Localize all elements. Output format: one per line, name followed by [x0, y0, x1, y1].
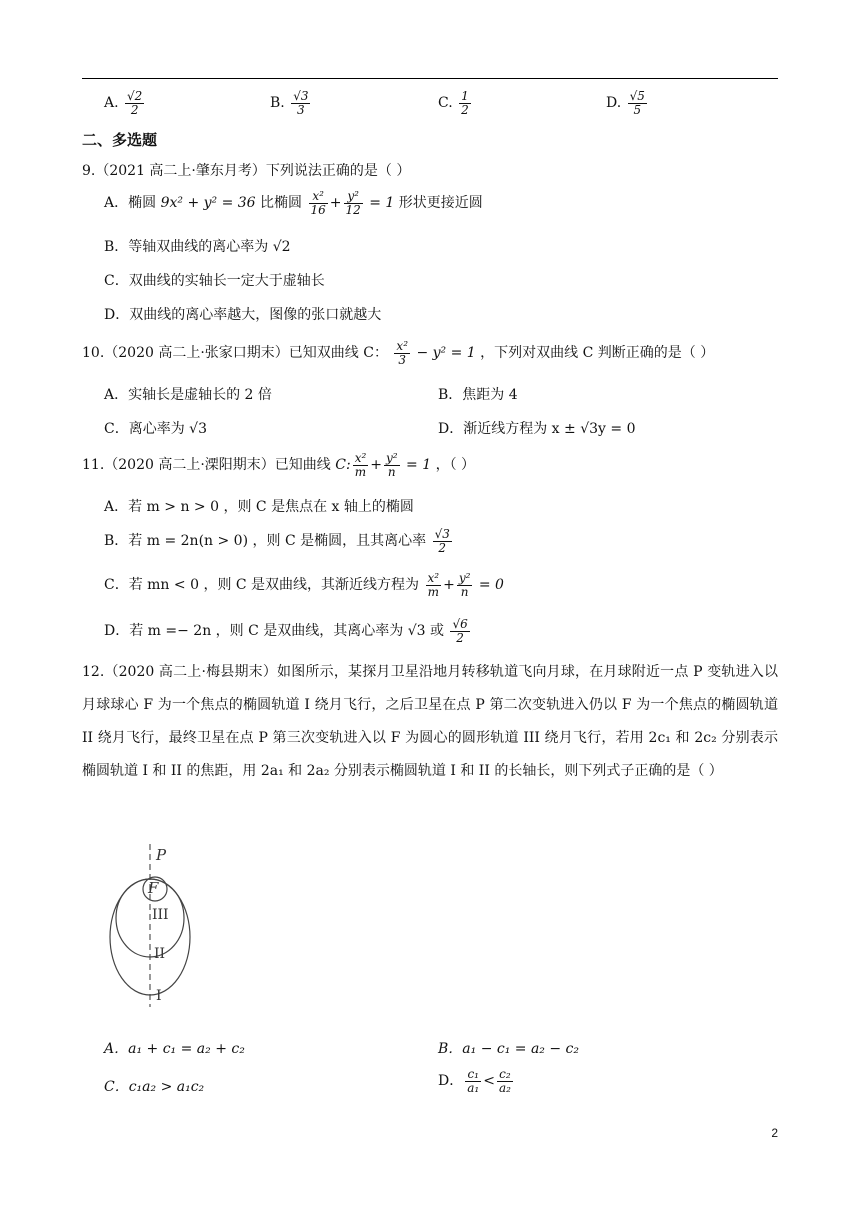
q12-option-a: A．a₁ + c₁ = a₂ + c₂: [104, 1041, 245, 1057]
option-text: C．若 mn < 0 ，则 C 是双曲线，其渐近线方程为: [104, 577, 420, 594]
fraction: [457, 572, 473, 598]
q8-option-c: [438, 90, 473, 116]
frac-num: y²: [458, 571, 471, 585]
q11-option-a: A．若 m > n > 0 ，则 C 是焦点在 x 轴上的椭圆: [104, 499, 414, 515]
q11-option-c: [104, 572, 504, 598]
fraction: [344, 190, 363, 216]
q12-option-c: C．c₁a₂ > a₁c₂: [104, 1079, 205, 1095]
frac-num: x²: [427, 571, 440, 585]
plus: +: [329, 195, 342, 212]
q8-a-fraction: [125, 90, 144, 116]
q8-option-d: [606, 90, 649, 116]
stem-text: ，（ ）: [435, 457, 476, 474]
frac-den: 2: [461, 102, 469, 117]
frac-num: √5: [629, 89, 645, 103]
frac-den: 5: [633, 102, 642, 117]
option-text: D．若 m =− 2n ，则 C 是双曲线，其离心率为 √3 或: [104, 623, 445, 640]
q9-option-d: D．双曲线的离心率越大，图像的张口就越大: [104, 307, 382, 323]
top-rule: [82, 78, 778, 79]
fraction: [394, 340, 410, 366]
equation: = 1: [369, 195, 395, 212]
q10-stem: [82, 340, 714, 366]
q11-option-d: [104, 618, 472, 644]
frac-den: 2: [130, 102, 139, 117]
fraction: [450, 618, 469, 644]
section-title: 二、多选题: [82, 131, 158, 149]
frac-den: m: [427, 584, 439, 599]
frac-den: 2: [438, 540, 447, 555]
q8-option-a: [104, 90, 146, 116]
curve-label: C:: [335, 457, 351, 474]
q10-option-b: B．焦距为 4: [438, 387, 518, 403]
label-p: P: [156, 846, 167, 864]
frac-den: 3: [398, 352, 407, 367]
frac-den: 12: [345, 202, 361, 217]
frac-den: n: [387, 464, 396, 479]
q9-option-c: C．双曲线的实轴长一定大于虚轴长: [104, 273, 325, 289]
fraction: [465, 1068, 481, 1094]
q10-option-d: D．渐近线方程为 x ± √3y = 0: [438, 421, 636, 437]
frac-num: √2: [127, 89, 143, 103]
fraction: [384, 452, 400, 478]
plus: +: [443, 577, 455, 594]
label-f: F: [148, 879, 159, 897]
frac-num: x²: [309, 190, 328, 204]
frac-num: y²: [344, 190, 363, 204]
fraction: [309, 190, 328, 216]
frac-num: √3: [434, 527, 450, 541]
q9-option-a: [104, 190, 483, 216]
frac-num: c₂: [497, 1068, 513, 1082]
frac-num: x²: [396, 339, 408, 353]
fraction: [353, 452, 369, 478]
q10-option-c: C．离心率为 √3: [104, 421, 207, 437]
equation: = 0: [478, 577, 504, 594]
option-text: 形状更接近圆: [398, 195, 483, 212]
frac-num: x²: [354, 451, 367, 465]
label-iii: III: [152, 907, 169, 923]
label-i: I: [156, 988, 162, 1004]
frac-den: m: [354, 464, 367, 479]
plus: +: [370, 457, 382, 474]
page-number: 2: [771, 1126, 778, 1140]
option-label: A.: [104, 95, 119, 112]
stem-text: 11.（2020 高二上·溧阳期末）已知曲线: [82, 457, 331, 474]
option-text: 比椭圆: [260, 195, 303, 212]
q9-option-b: B．等轴双曲线的离心率为 √2: [104, 239, 291, 255]
less-than: <: [483, 1073, 495, 1090]
option-label: B.: [270, 95, 285, 112]
q10-option-a: A．实轴长是虚轴长的 2 倍: [104, 387, 272, 403]
orbit-figure: [100, 842, 210, 1012]
stem-text: 10.（2020 高二上·张家口期末）已知双曲线 C：: [82, 345, 388, 362]
q8-c-fraction: [459, 90, 471, 116]
fraction: [433, 528, 452, 554]
q12-option-b: B．a₁ − c₁ = a₂ − c₂: [438, 1041, 580, 1057]
option-label: C.: [438, 95, 453, 112]
frac-den: 3: [297, 102, 305, 117]
equation: 9x² + y² = 36: [160, 195, 256, 212]
equation: = 1: [406, 457, 432, 474]
label-ii: II: [154, 946, 166, 962]
q11-option-b: [104, 528, 454, 554]
equation: − y² = 1: [416, 345, 476, 362]
option-text: A．椭圆: [104, 195, 157, 212]
frac-num: 1: [461, 89, 469, 103]
q12-stem: 12.（2020 高二上·梅县期末）如图所示，某探月卫星沿地月转移轨道飞向月球，在月球附近一点 P 变轨进入以月球球心 F 为一个焦点的椭圆轨道 I 绕月飞行，之后卫星在点 P 第二次变轨进入仍以 F 为一个焦点的椭圆轨道 II 绕月飞行，最终卫星在点 P 第三次变轨进入以 F 为圆心的圆形轨道 III 绕月飞行，若用 2c₁ 和 2c₂ 分别表示椭圆轨道 I 和 II 的焦距，用 2a₁ 和 2a₂ 分别表示椭圆轨道 I 和 II 的长轴长，则下列式子正确的是（ ）: [82, 664, 778, 779]
q8-option-b: [270, 90, 312, 116]
frac-num: y²: [386, 451, 398, 465]
frac-num: √6: [452, 617, 468, 631]
option-text: D．: [438, 1073, 464, 1090]
frac-num: √3: [293, 89, 309, 103]
frac-num: c₁: [465, 1068, 481, 1082]
fraction: [497, 1068, 513, 1094]
frac-den: 2: [456, 630, 464, 645]
fraction: [426, 572, 442, 598]
option-text: B．若 m = 2n(n > 0) ，则 C 是椭圆，且其离心率: [104, 533, 427, 550]
q8-d-fraction: [628, 90, 647, 116]
q9-stem: 9.（2021 高二上·肇东月考）下列说法正确的是（ ）: [82, 163, 411, 179]
frac-den: 16: [310, 202, 326, 217]
q12-option-d: [438, 1068, 515, 1094]
option-label: D.: [606, 95, 622, 112]
frac-den: a₁: [467, 1080, 480, 1095]
q8-b-fraction: [291, 90, 310, 116]
stem-text: ，下列对双曲线 C 判断正确的是（ ）: [480, 345, 715, 362]
frac-den: n: [460, 584, 469, 599]
q11-stem: [82, 452, 475, 478]
frac-den: a₂: [498, 1080, 511, 1095]
